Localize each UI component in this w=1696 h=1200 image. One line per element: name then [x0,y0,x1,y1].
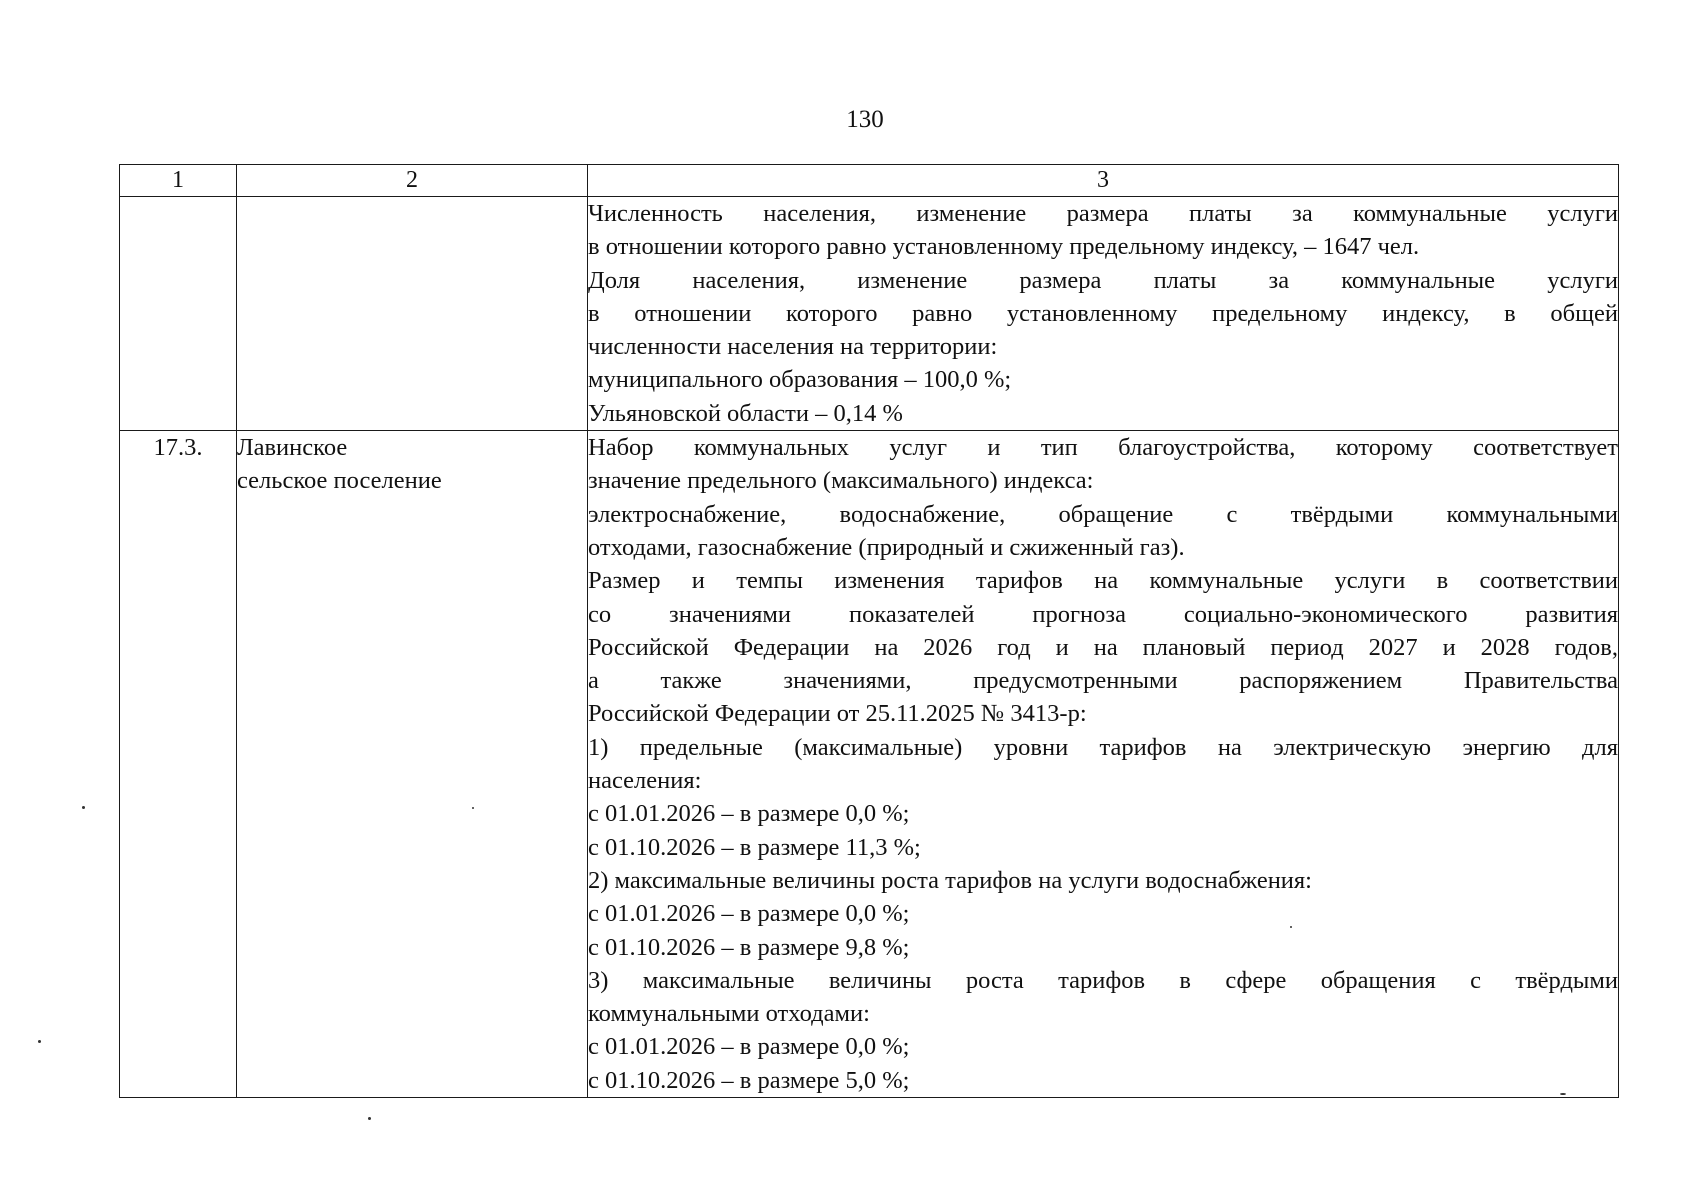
settlement-name-line: сельское поселение [237,467,442,495]
settlement-name-cell [237,431,588,1098]
text-line: с 01.10.2026 – в размере 9,8 %; [588,933,910,961]
text-line: с 01.10.2026 – в размере 5,0 %; [588,1066,910,1094]
text-line: электроснабжение, водоснабжение, обращение с твёрдыми коммунальными [588,500,1618,528]
text-line: 1) предельные (максимальные) уровни тарифов на электрическую энергию для [588,733,1618,761]
text-line: Набор коммунальных услуг и тип благоустройства, которому соответствует [588,434,1618,462]
text-line: Российской Федерации от 25.11.2025 № 3413-р: [588,700,1087,728]
text-line: с 01.01.2026 – в размере 0,0 %; [588,1033,910,1061]
page-number: 130 [846,106,884,133]
text-line: Ульяновской области – 0,14 % [588,399,903,427]
text-line: в отношении которого равно установленному предельному индексу, – 1647 чел. [588,233,1420,261]
text-line: а также значениями, предусмотренными распоряжением Правительства [588,667,1618,695]
column-header-2: 2 [237,165,588,197]
text-line: муниципального образования – 100,0 %; [588,366,1012,394]
settlement-name-line: Лавинское [237,434,348,462]
table-header-row [120,165,1619,197]
text-line: численности населения на территории: [588,333,998,361]
text-line: коммунальными отходами: [588,1000,870,1028]
row-number-cell: 17.3. [120,431,237,1098]
text-line: Российской Федерации на 2026 год и на плановый период 2027 и 2028 годов, [588,633,1618,661]
row-number-cell [120,197,237,431]
description-cell [588,197,1619,431]
column-header-1: 1 [120,165,237,197]
scan-speck [368,1117,371,1120]
column-header-3: 3 [588,165,1619,197]
text-line: с 01.01.2026 – в размере 0,0 %; [588,800,910,828]
text-line: в отношении которого равно установленному предельному индексу, в общей [588,299,1618,327]
text-line: со значениями показателей прогноза социально-экономического развития [588,600,1618,628]
text-line: 2) максимальные величины роста тарифов на услуги водоснабжения: [588,866,1312,894]
text-line: отходами, газоснабжение (природный и сжиженный газ). [588,533,1185,561]
text-line: Доля населения, изменение размера платы за коммунальные услуги [588,266,1618,294]
scan-speck [1290,926,1292,928]
scan-speck [38,1040,41,1043]
settlement-name-cell [237,197,588,431]
text-line: с 01.01.2026 – в размере 0,0 %; [588,900,910,928]
text-line: населения: [588,767,702,795]
text-line: 3) максимальные величины роста тарифов в сфере обращения с твёрдыми [588,966,1618,994]
text-line: значение предельного (максимального) индекса: [588,467,1094,495]
scan-speck [472,807,474,809]
text-line: Численность населения, изменение размера платы за коммунальные услуги [588,200,1618,227]
table-row [120,197,1619,431]
text-line: Размер и темпы изменения тарифов на коммунальные услуги в соответствии [588,567,1618,595]
scan-speck [1560,1093,1566,1095]
table-row [120,431,1619,1098]
description-cell [588,431,1619,1098]
scan-speck [82,806,85,809]
text-line: с 01.10.2026 – в размере 11,3 %; [588,833,921,861]
tariff-table [119,164,1619,1098]
